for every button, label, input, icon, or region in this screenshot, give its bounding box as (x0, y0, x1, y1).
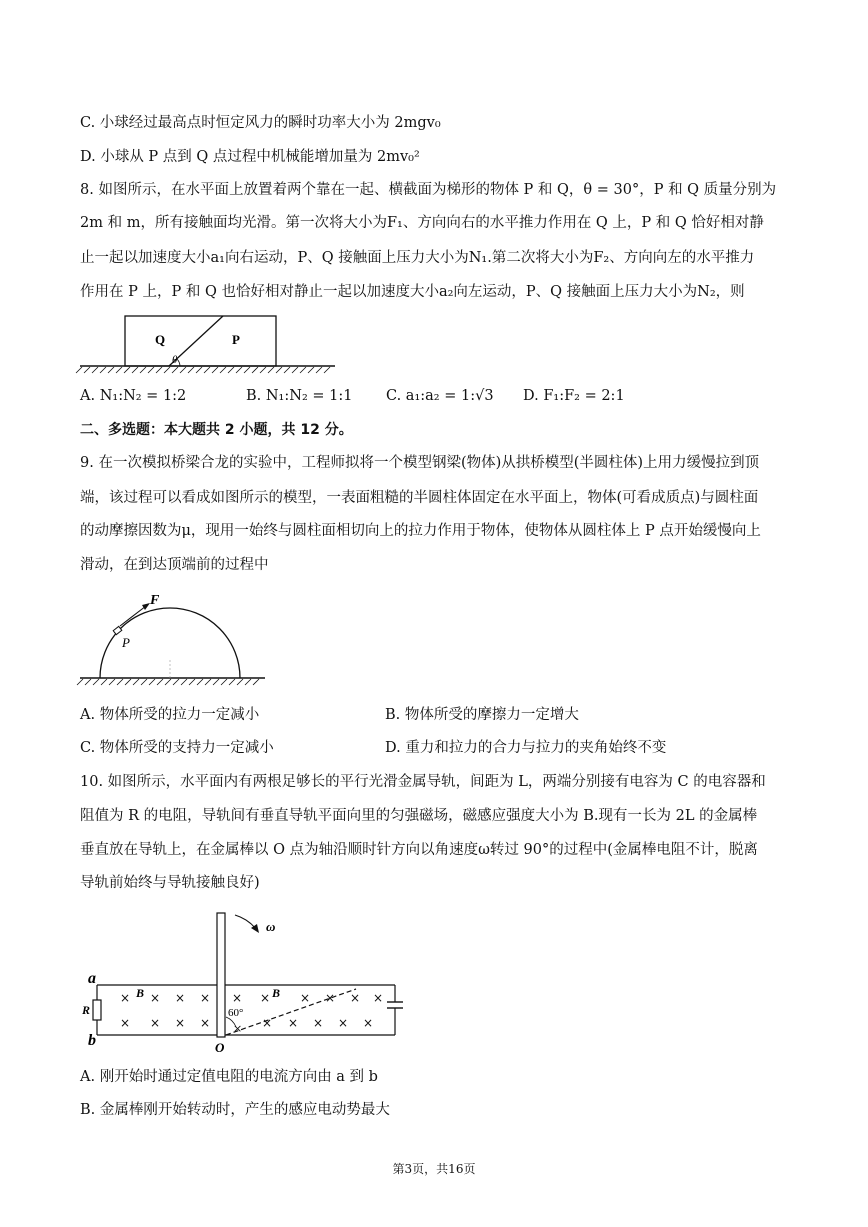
q8-trapezoid-figure (80, 310, 340, 380)
field-mark: × (200, 991, 211, 1005)
q10-stem-line-3: 垂直放在导轨上，在金属棒以 O 点为轴沿顺时针方向以角速度ω转过 90°的过程中(金属棒电阻不计，脱离 (80, 842, 758, 858)
field-mark: × (338, 1016, 349, 1030)
q9-stem-line-4: 滑动，在到达顶端前的过程中 (80, 557, 269, 573)
q9-stem-line-2: 端，该过程可以看成如图所示的模型，一表面粗糙的半圆柱体固定在水平面上，物体(可看成质点)与圆柱面 (80, 490, 759, 506)
q7-option-c: C. 小球经过最高点时恒定风力的瞬时功率大小为 2mgv₀ (80, 115, 441, 131)
q10-label-omega: ω (266, 919, 276, 934)
field-mark: × (120, 991, 131, 1005)
q8-stem-line-1: 8. 如图所示，在水平面上放置着两个靠在一起、横截面为梯形的物体 P 和 Q，θ = 30°，P 和 Q 质量分别为 (80, 182, 777, 198)
field-mark: × (150, 991, 161, 1005)
field-mark: × (233, 1022, 243, 1035)
q9-label-f: F (150, 593, 160, 608)
q7-option-d: D. 小球从 P 点到 Q 点过程中机械能增加量为 2mv₀² (80, 149, 420, 165)
q8-label-q: Q (155, 332, 166, 347)
q8-option-d: D. F₁:F₂ = 2:1 (523, 388, 625, 404)
q9-option-d: D. 重力和拉力的合力与拉力的夹角始终不变 (385, 740, 667, 756)
field-mark: × (350, 991, 361, 1005)
field-mark: × (288, 1016, 299, 1030)
q9-semicylinder-figure (80, 590, 270, 690)
q10-stem-line-1: 10. 如图所示，水平面内有两根足够长的平行光滑金属导轨，间距为 L，两端分别接有电容为 C 的电容器和 (80, 774, 766, 790)
q8-option-a: A. N₁:N₂ = 1:2 (80, 388, 187, 404)
q8-option-c: C. a₁:a₂ = 1:√3 (386, 388, 494, 404)
q10-option-b: B. 金属棒刚开始转动时，产生的感应电动势最大 (80, 1102, 390, 1118)
page-number: 第3页，共16页 (392, 1162, 476, 1176)
field-mark: × (300, 991, 311, 1005)
q8-option-b: B. N₁:N₂ = 1:1 (246, 388, 353, 404)
q10-label-o: O (215, 1040, 225, 1055)
field-mark: × (232, 991, 243, 1005)
field-mark: × (262, 1016, 273, 1030)
field-mark: × (373, 991, 384, 1005)
section-multiple-choice-heading: 二、多选题：本大题共 2 小题，共 12 分。 (80, 422, 353, 438)
q8-stem-line-4: 作用在 P 上，P 和 Q 也恰好相对静止一起以加速度大小a₂向左运动，P、Q 接触面上压力大小为N₂，则 (80, 284, 745, 300)
q9-label-p: P (122, 635, 130, 650)
field-mark: × (150, 1016, 161, 1030)
q10-label-a: a (88, 970, 96, 987)
q10-label-b-field-left: B (136, 986, 145, 1000)
q10-stem-line-2: 阻值为 R 的电阻，导轨间有垂直导轨平面向里的匀强磁场，磁感应强度大小为 B.现有一长为 2L 的金属棒 (80, 808, 758, 824)
field-mark: × (120, 1016, 131, 1030)
q10-label-angle: 60° (228, 1007, 244, 1019)
q8-label-theta: θ (172, 354, 178, 366)
field-mark: × (313, 1016, 324, 1030)
q10-label-r: R (82, 1003, 91, 1017)
q9-stem-line-1: 9. 在一次模拟桥梁合龙的实验中，工程师拟将一个模型钢梁(物体)从拱桥模型(半圆柱体)上用力缓慢拉到顶 (80, 455, 760, 471)
q8-stem-line-3: 止一起以加速度大小a₁向右运动，P、Q 接触面上压力大小为N₁.第二次将大小为F₂、方向向左的水平推力 (80, 250, 755, 266)
q10-rails-figure (80, 905, 420, 1055)
q9-option-b: B. 物体所受的摩擦力一定增大 (385, 707, 579, 723)
q10-stem-line-4: 导轨前始终与导轨接触良好) (80, 875, 260, 891)
field-mark: × (363, 1016, 374, 1030)
q10-label-b: b (88, 1032, 96, 1049)
q9-option-a: A. 物体所受的拉力一定减小 (80, 707, 260, 723)
q10-label-b-field-right: B (272, 986, 281, 1000)
q9-stem-line-3: 的动摩擦因数为μ，现用一始终与圆柱面相切向上的拉力作用于物体，使物体从圆柱体上 P 点开始缓慢向上 (80, 523, 761, 539)
q8-label-p: P (232, 332, 240, 347)
field-mark: × (325, 991, 336, 1005)
q10-option-a: A. 刚开始时通过定值电阻的电流方向由 a 到 b (80, 1069, 378, 1085)
q8-stem-line-2: 2m 和 m，所有接触面均光滑。第一次将大小为F₁、方向向右的水平推力作用在 Q 上，P 和 Q 恰好相对静 (80, 215, 764, 231)
field-mark: × (175, 991, 186, 1005)
field-mark: × (175, 1016, 186, 1030)
field-mark: × (200, 1016, 211, 1030)
field-mark: × (260, 991, 271, 1005)
q9-option-c: C. 物体所受的支持力一定减小 (80, 740, 274, 756)
